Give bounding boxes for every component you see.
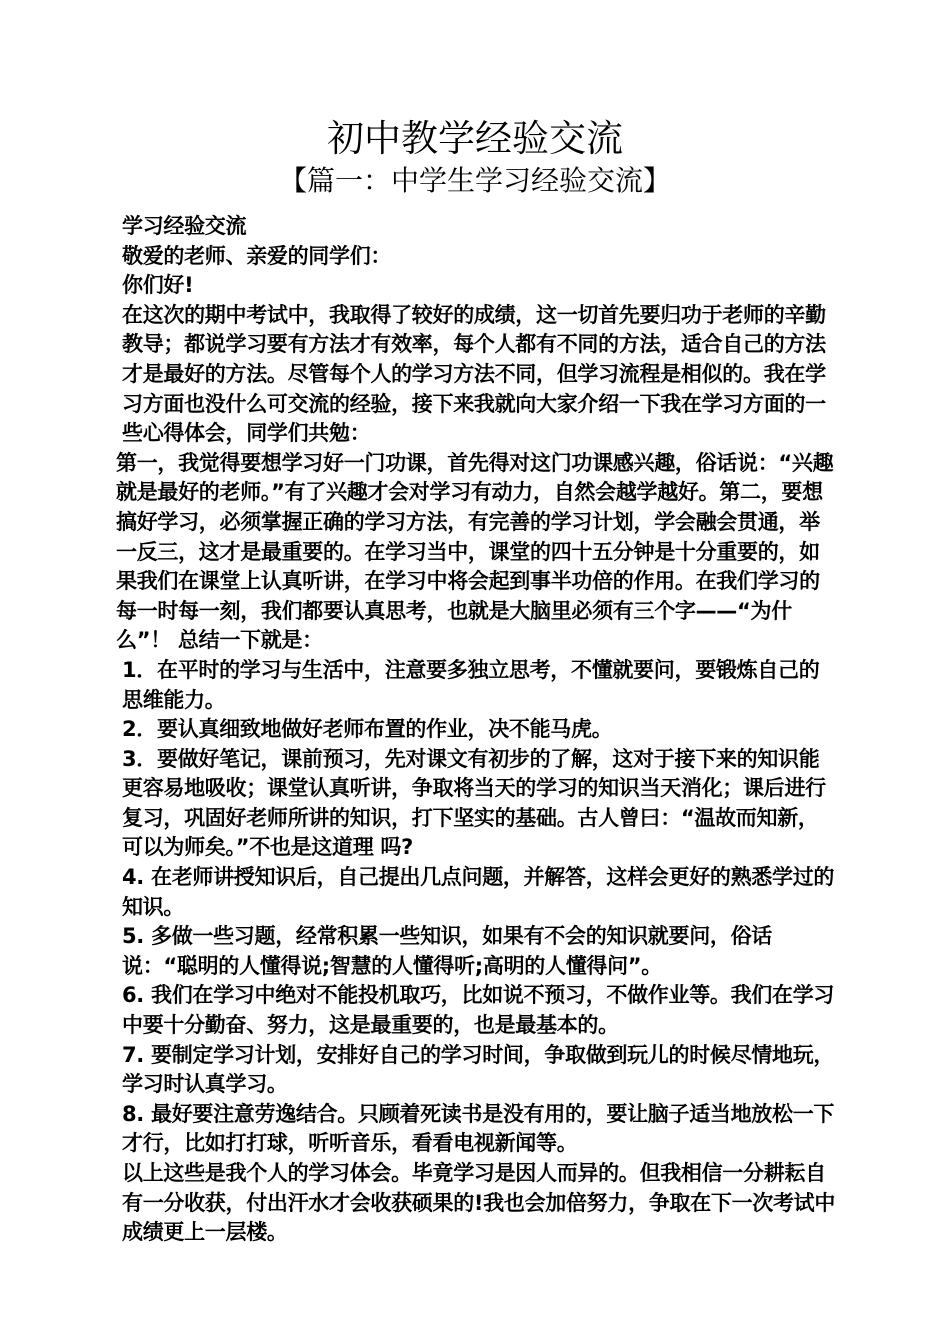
paragraph-conclusion: 以上这些是我个人的学习体会。毕竟学习是因人而异的。但我相信一分耕耘自有一分收获，付出汗水才会收获硕果的!我也会加倍努力，争取在下一次考试中成绩更上一层楼。 bbox=[122, 1161, 836, 1245]
list-item-1: 1．在平时的学习与生活中，注意要多独立思考，不懂就要问，要锻炼自己的思维能力。 bbox=[122, 657, 820, 712]
paragraph-salutation: 敬爱的老师、亲爱的同学们： bbox=[122, 243, 392, 268]
list-item-6: 6. 我们在学习中绝对不能投机取巧，比如说不预习，不做作业等。我们在学习中要十分勤奋、努力，这是最重要的，也是最基本的。 bbox=[122, 983, 835, 1038]
document-body bbox=[116, 212, 836, 1248]
paragraph-heading: 学习经验交流 bbox=[122, 214, 247, 238]
list-item-4: 4. 在老师讲授知识后，自己提出几点问题，并解答，这样会更好的熟悉学过的知识。 bbox=[122, 865, 835, 919]
document-title: 初中教学经验交流 bbox=[327, 117, 623, 160]
list-item-5: 5. 多做一些习题，经常积累一些知识，如果有不会的知识就要问，俗话说：“聪明的人懂得说;智慧的人懂得听;高明的人懂得问”。 bbox=[122, 924, 772, 978]
list-item-8: 8. 最好要注意劳逸结合。只顾着死读书是没有用的，要让脑子适当地放松一下才行，比如打打球，听听音乐，看看电视新闻等。 bbox=[122, 1101, 835, 1156]
document-subtitle: 【篇一：中学生学习经验交流】 bbox=[278, 164, 671, 197]
paragraph-main: 第一，我觉得要想学习好一门功课，首先得对这门功课感兴趣，俗话说：“兴趣就是最好的老师。”有了兴趣才会对学习有动力，自然会越学越好。第二，要想搞好学习，必须掌握正确的学习方法，有完善的学习计划，学会融会贯通，举一反三，这才是最重要的。在学习当中，课堂的四十五分钟是十分重要的，如果我们在课堂上认真听讲，在学习中将会起到事半功倍的作用。在我们学习的每一时每一刻，我们都要认真思考，也就是大脑里必须有三个字——“为什么”！ 总结一下就是： bbox=[116, 450, 834, 653]
paragraph-intro: 在这次的期中考试中，我取得了较好的成绩，这一切首先要归功于老师的辛勤教导；都说学习要有方法才有效率，每个人都有不同的方法，适合自己的方法才是最好的方法。尽管每个人的学习方法不同，但学习流程是相似的。我在学习方面也没什么可交流的经验，接下来我就向大家介绍一下我在学习方面的一些心得体会，同学们共勉： bbox=[122, 302, 826, 446]
list-item-7: 7. 要制定学习计划，安排好自己的学习时间，争取做到玩儿的时候尽情地玩，学习时认真学习。 bbox=[122, 1042, 835, 1097]
list-item-2: 2．要认真细致地做好老师布置的作业，决不能马虎。 bbox=[122, 717, 613, 742]
list-item-3: 3．要做好笔记，课前预习，先对课文有初步的了解，这对于接下来的知识能更容易地吸收；课堂认真听讲，争取将当天的学习的知识当天消化；课后进行复习，巩固好老师所讲的知识，打下坚实的基础。古人曾曰：“温故而知新，可以为师矣。”不也是这道理 吗? bbox=[122, 746, 826, 860]
paragraph-greeting: 你们好! bbox=[122, 273, 194, 298]
